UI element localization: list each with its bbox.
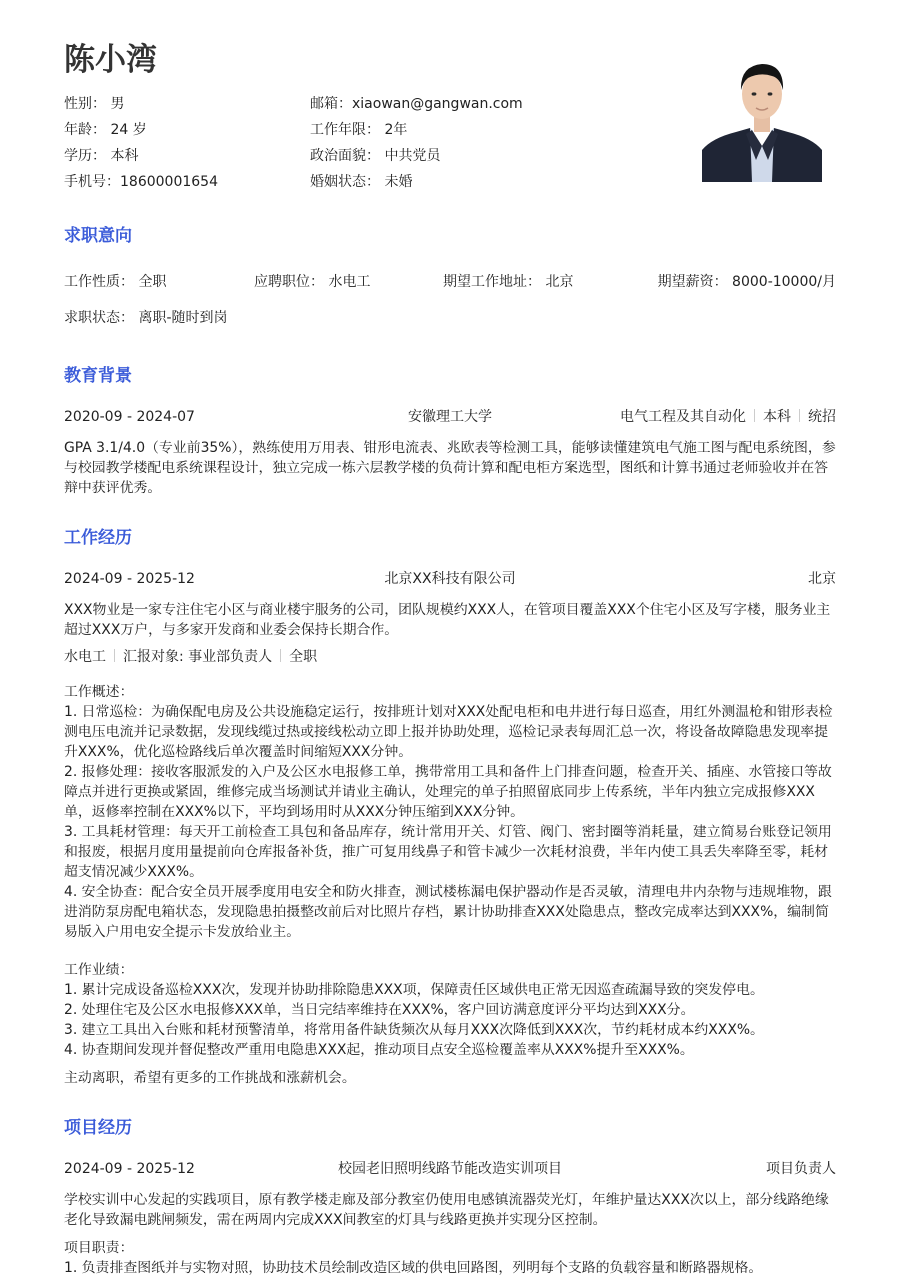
phone: 手机号：18600001654	[64, 174, 218, 190]
leave-reason	[64, 1068, 836, 1088]
job-status: 求职状态： 离职-随时到岗	[64, 310, 228, 326]
gender: 性别： 男	[64, 96, 125, 112]
achievement-item: 3. 建立工具出入台账和耗材预警清单，将常用备件缺货频次从每月XXX次降低到XXX次，节约耗材成本约XXX%。	[64, 1022, 764, 1038]
education-description	[64, 438, 836, 498]
degree: 本科	[763, 409, 791, 425]
job-position: 应聘职位： 水电工	[254, 274, 371, 290]
project-header	[64, 1159, 836, 1179]
info-row	[64, 172, 684, 198]
work-date: 2024-09 - 2025-12	[64, 571, 195, 587]
work-overview	[64, 682, 836, 942]
divider	[280, 649, 281, 662]
project-date: 2024-09 - 2025-12	[64, 1161, 195, 1177]
work-header	[64, 569, 836, 589]
work-tag: 水电工	[64, 649, 106, 665]
company-intro	[64, 600, 836, 640]
section-title-education: 教育背景	[64, 366, 132, 386]
info-row	[64, 146, 684, 172]
overview-item: 3. 工具耗材管理：每天开工前检查工具包和备品库存，统计常用开关、灯管、阀门、密封圈等消耗量，建立简易台账登记领用和报废，根据月度用量提前向仓库报备补货，推广可复用线鼻子和管卡减少一次耗材浪费，半年内使工具丢失率降至零，耗材超支情况减少XXX%。	[64, 824, 832, 880]
achievements-label: 工作业绩：	[64, 962, 134, 978]
project-name: 校园老旧照明线路节能改造实训项目	[338, 1161, 562, 1177]
duty-item: 1. 负责排查图纸并与实物对照，协助技术员绘制改造区域的供电回路图，列明每个支路的负载容量和断路器规格。	[64, 1260, 763, 1276]
job-salary: 期望薪资： 8000-10000/月	[657, 274, 836, 290]
job-location: 期望工作地址： 北京	[443, 274, 574, 290]
enrollment-type: 统招	[808, 409, 836, 425]
section-title-work: 工作经历	[64, 528, 132, 548]
project-intro	[64, 1190, 836, 1230]
personal-info	[64, 94, 684, 198]
achievement-item: 2. 处理住宅及公区水电报修XXX单，当日完结率维持在XXX%，客户回访满意度评分平均达到XXX分。	[64, 1002, 695, 1018]
overview-item: 1. 日常巡检：为确保配电房及公共设施稳定运行，按排班计划对XXX处配电柜和电井进行每日巡查，用红外测温枪和钳形表检测电压电流并记录数据，发现线缆过热或接线松动立即上报并协助处理，巡检记录表每周汇总一次，将设备故障隐患发现率提升XXX%，优化巡检路线后单次覆盖时间缩短XXX分钟。	[64, 704, 833, 760]
overview-item: 4. 安全协查：配合安全员开展季度用电安全和防火排查，测试楼栋漏电保护器动作是否灵敏，清理电井内杂物与违规堆物，跟进消防泵房配电箱状态，发现隐患拍摄整改前后对比照片存档，累计协助排查XXX处隐患点，整改完成率达到XXX%，编制简易版入户用电安全提示卡发放给业主。	[64, 884, 832, 940]
political-status: 政治面貌： 中共党员	[310, 148, 441, 164]
work-years: 工作年限： 2年	[310, 122, 408, 138]
major: 电气工程及其自动化	[620, 409, 746, 425]
job-nature: 工作性质： 全职	[64, 274, 167, 290]
info-row	[64, 120, 684, 146]
education-date: 2020-09 - 2024-07	[64, 409, 195, 425]
email: 邮箱：xiaowan@gangwan.com	[310, 96, 523, 112]
duties-label: 项目职责：	[64, 1240, 134, 1256]
work-achievements	[64, 960, 836, 1060]
section-title-intent: 求职意向	[64, 226, 132, 246]
achievement-item: 1. 累计完成设备巡检XXX次，发现并协助排除隐患XXX项，保障责任区域供电正常无因巡查疏漏导致的突发停电。	[64, 982, 764, 998]
company-name: 北京XX科技有限公司	[384, 571, 516, 587]
project-duties	[64, 1238, 836, 1278]
company-intro-text: XXX物业是一家专注住宅小区与商业楼宇服务的公司，团队规模约XXX人，在管项目覆盖XXX个住宅小区及写字楼，服务业主超过XXX万户，与多家开发商和业委会保持长期合作。	[64, 602, 831, 638]
achievement-item: 4. 协查期间发现并督促整改严重用电隐患XXX起，推动项目点安全巡检覆盖率从XXX%提升至XXX%。	[64, 1042, 694, 1058]
education-text: GPA 3.1/4.0（专业前35%），熟练使用万用表、钳形电流表、兆欧表等检测工具，能够读懂建筑电气施工图与配电系统图，参与校园教学楼配电系统课程设计，独立完成一栋六层教学楼的负荷计算和配电柜方案选型，图纸和计算书通过老师验收并在答辩中获评优秀。	[64, 440, 836, 496]
candidate-name: 陈小湾	[64, 42, 157, 78]
work-tags	[64, 647, 317, 667]
leave-reason-text: 主动离职，希望有更多的工作挑战和涨薪机会。	[64, 1070, 356, 1086]
divider	[114, 649, 115, 662]
work-tag: 全职	[289, 649, 318, 665]
education-level: 学历： 本科	[64, 148, 139, 164]
profile-photo	[702, 50, 822, 182]
info-row	[64, 94, 684, 120]
school-name: 安徽理工大学	[408, 409, 492, 425]
marital-status: 婚姻状态： 未婚	[310, 174, 413, 190]
work-tag: 汇报对象: 事业部负责人	[123, 649, 273, 665]
age: 年龄： 24 岁	[64, 122, 147, 138]
section-title-project: 项目经历	[64, 1118, 132, 1138]
education-header	[64, 407, 836, 427]
overview-label: 工作概述：	[64, 684, 134, 700]
project-intro-text: 学校实训中心发起的实践项目，原有教学楼走廊及部分教室仍使用电感镇流器荧光灯，年维护量达XXX次以上，部分线路绝缘老化导致漏电跳闸频发，需在两周内完成XXX间教室的灯具与线路更换并实现分区控制。	[64, 1192, 829, 1228]
overview-item: 2. 报修处理：接收客服派发的入户及公区水电报修工单，携带常用工具和备件上门排查问题，检查开关、插座、水管接口等故障点并进行更换或紧固，维修完成当场测试并请业主确认，处理完的单子拍照留底同步上传系统，半年内独立完成报修XXX单，返修率控制在XXX%以下，平均到场用时从XXX分钟压缩到XXX分钟。	[64, 764, 832, 820]
project-role: 项目负责人	[766, 1161, 836, 1177]
work-city: 北京	[808, 571, 836, 587]
